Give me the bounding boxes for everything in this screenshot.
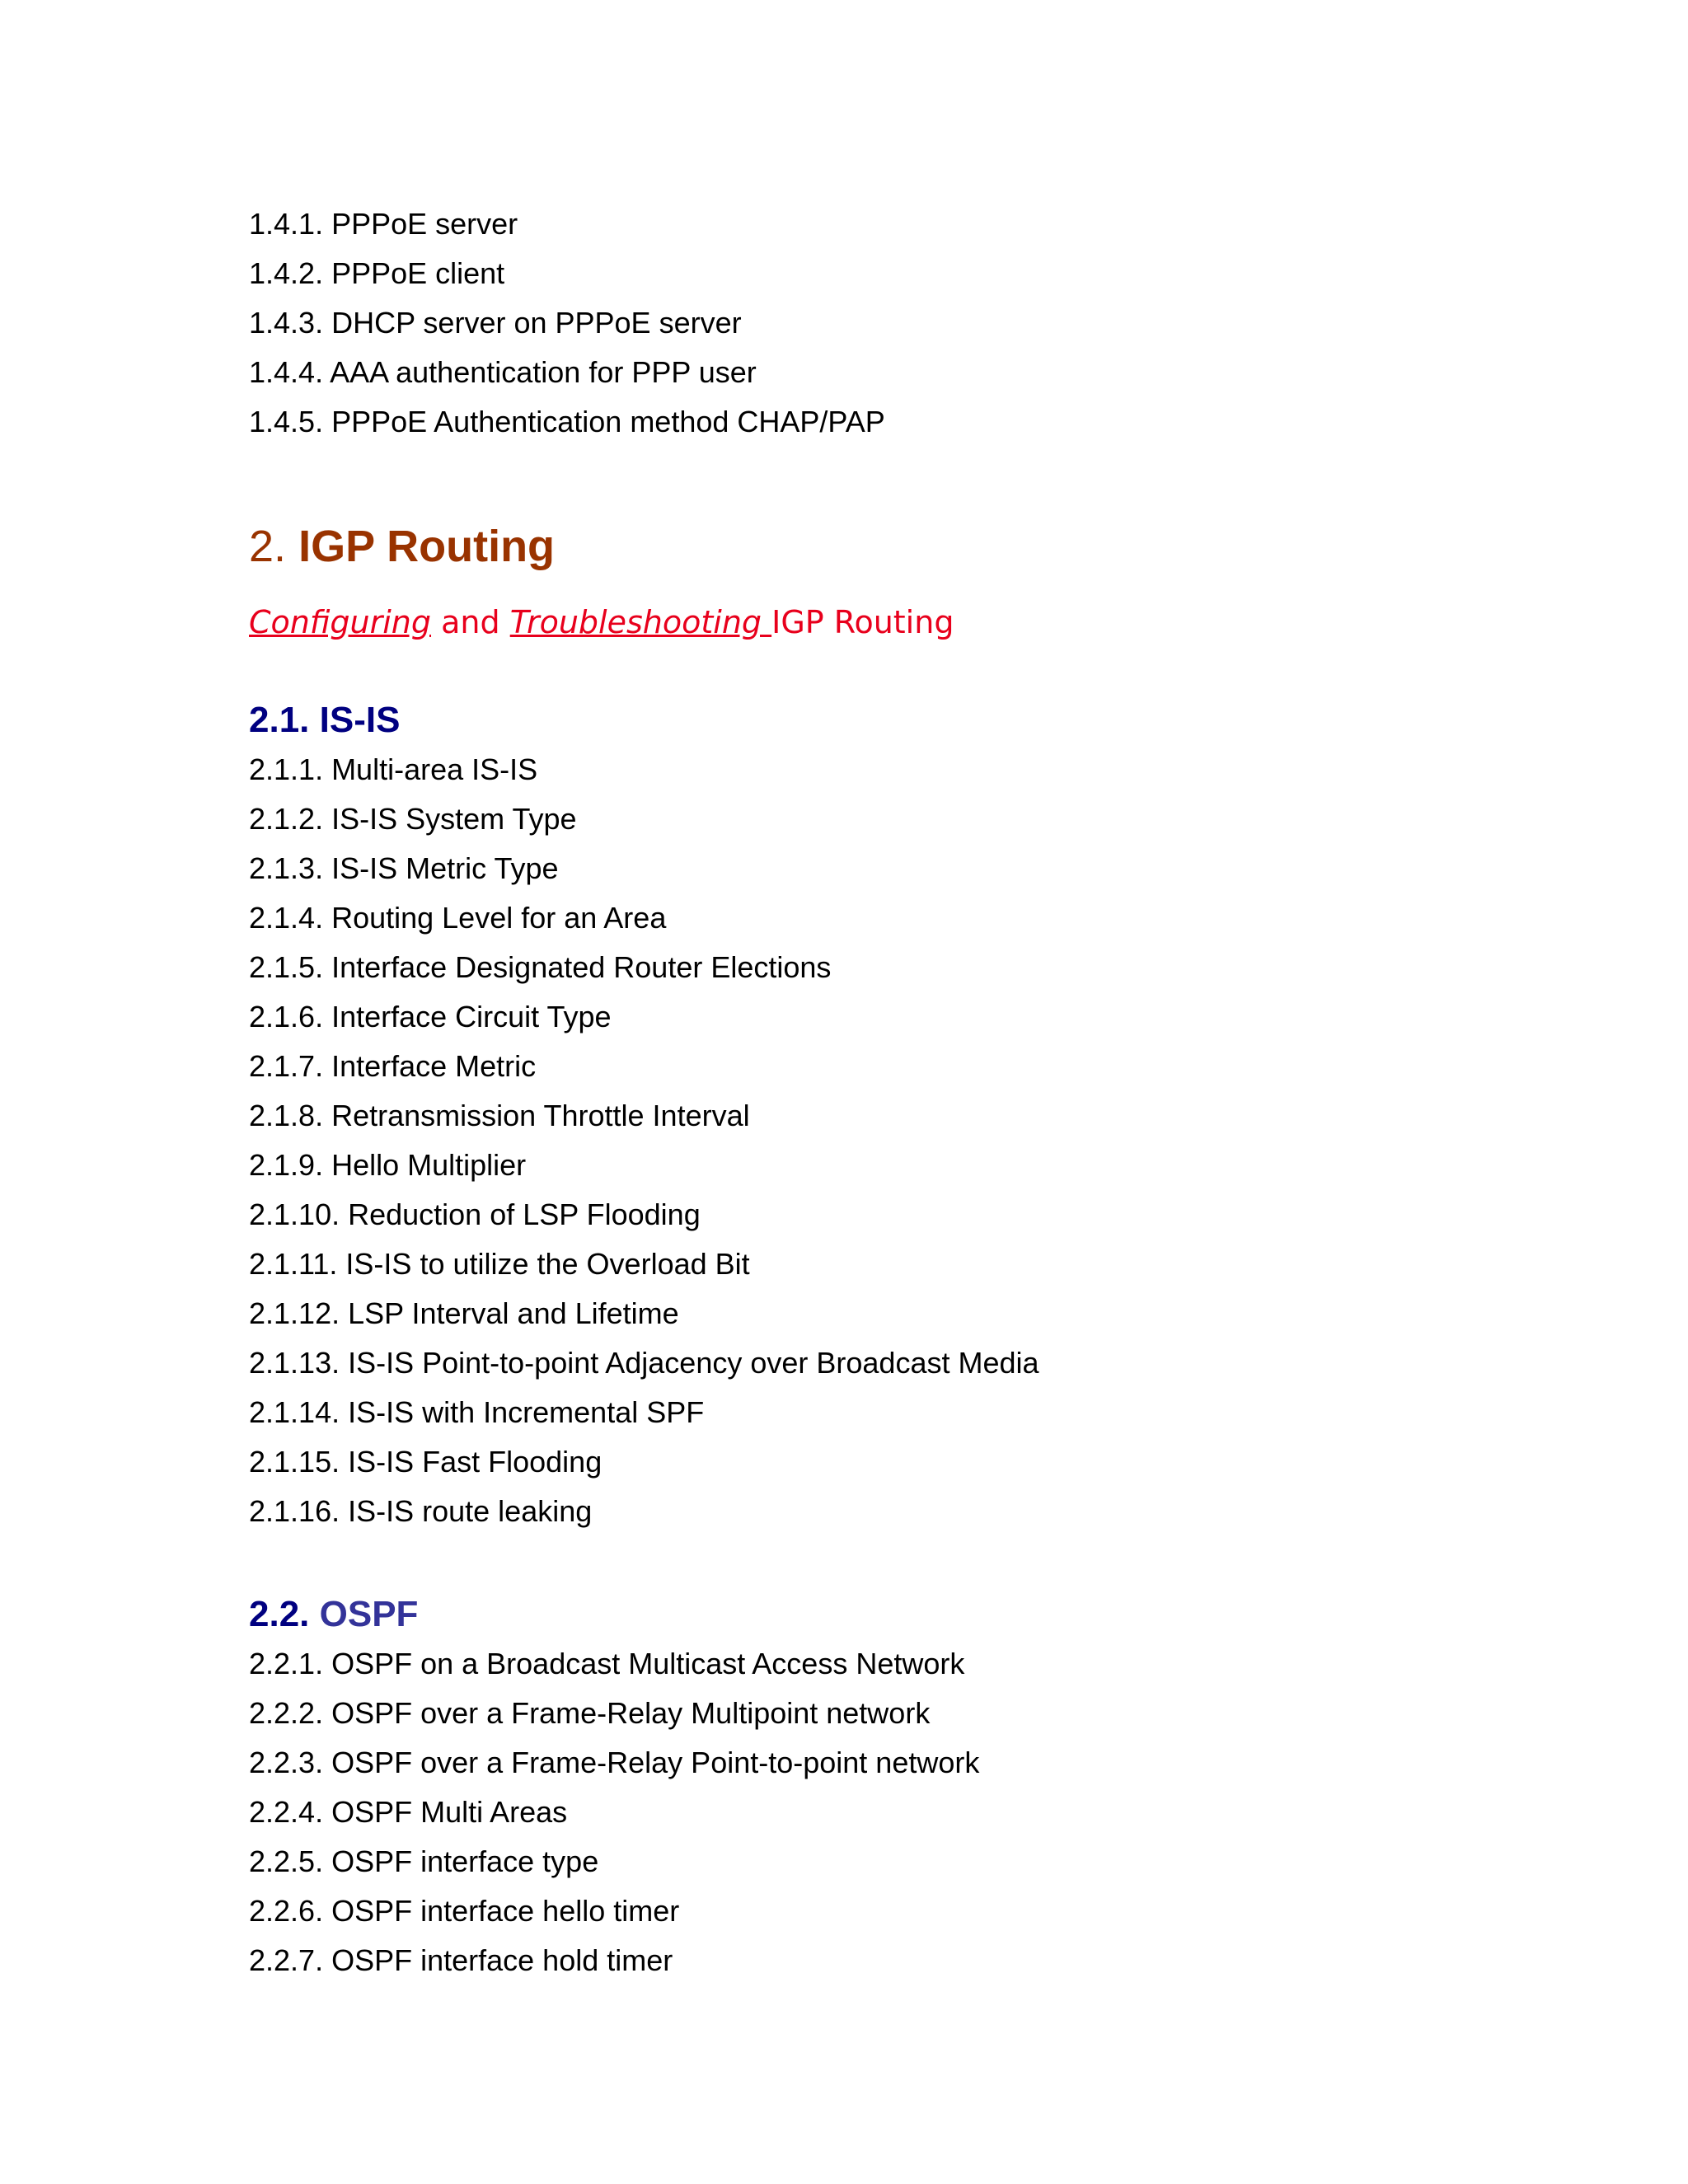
subtitle-and: and <box>441 604 500 640</box>
toc-item: 2.1.15. IS-IS Fast Flooding <box>249 1445 603 1479</box>
ospf-toc-list <box>249 1639 979 1985</box>
toc-item: 2.1.12. LSP Interval and Lifetime <box>249 1296 679 1330</box>
toc-item: 2.2.1. OSPF on a Broadcast Multicast Access Network <box>249 1647 965 1680</box>
configuring-link[interactable]: Configuring <box>249 604 432 640</box>
section-number: 2.2. <box>249 1594 310 1634</box>
pppoe-toc-list <box>249 199 885 447</box>
section-number: 2.1. <box>249 700 310 740</box>
chapter-name: IGP Routing <box>298 522 556 571</box>
chapter-subtitle <box>249 600 954 644</box>
isis-toc-list <box>249 745 1039 1536</box>
chapter-title <box>249 518 555 575</box>
toc-item: 2.2.2. OSPF over a Frame-Relay Multipoint network <box>249 1696 931 1730</box>
toc-item: 1.4.4. AAA authentication for PPP user <box>249 355 757 389</box>
section-title-ospf <box>249 1590 418 1639</box>
toc-item: 2.2.5. OSPF interface type <box>249 1844 599 1878</box>
toc-item: 2.2.7. OSPF interface hold timer <box>249 1943 673 1977</box>
toc-item: 2.1.14. IS-IS with Incremental SPF <box>249 1395 705 1429</box>
toc-item: 2.1.10. Reduction of LSP Flooding <box>249 1197 701 1231</box>
subtitle-rest: IGP Routing <box>771 604 954 640</box>
toc-item: 2.1.2. IS-IS System Type <box>249 802 577 836</box>
section-name: OSPF <box>319 1594 419 1634</box>
toc-item: 2.2.3. OSPF over a Frame-Relay Point-to-point network <box>249 1746 980 1779</box>
chapter-number: 2. <box>249 522 287 571</box>
toc-item: 2.1.6. Interface Circuit Type <box>249 1000 612 1033</box>
toc-item: 2.1.1. Multi-area IS-IS <box>249 752 538 786</box>
toc-item: 2.1.8. Retransmission Throttle Interval <box>249 1099 750 1132</box>
toc-item: 2.1.3. IS-IS Metric Type <box>249 851 559 885</box>
toc-item: 1.4.3. DHCP server on PPPoE server <box>249 306 742 340</box>
toc-item: 2.2.6. OSPF interface hello timer <box>249 1894 680 1928</box>
troubleshooting-link[interactable]: Troubleshooting <box>509 604 772 640</box>
toc-item: 2.1.5. Interface Designated Router Elections <box>249 950 832 984</box>
toc-item: 2.1.9. Hello Multiplier <box>249 1148 527 1182</box>
toc-item: 1.4.2. PPPoE client <box>249 256 505 290</box>
section-name: IS-IS <box>319 700 401 740</box>
toc-item: 2.1.13. IS-IS Point-to-point Adjacency over Broadcast Media <box>249 1346 1039 1380</box>
toc-item: 2.1.4. Routing Level for an Area <box>249 901 667 935</box>
section-title-isis <box>249 696 400 745</box>
toc-item: 2.1.11. IS-IS to utilize the Overload Bit <box>249 1247 750 1281</box>
toc-item: 2.1.7. Interface Metric <box>249 1049 537 1083</box>
toc-item: 2.2.4. OSPF Multi Areas <box>249 1795 568 1829</box>
toc-item: 2.1.16. IS-IS route leaking <box>249 1494 593 1528</box>
toc-item: 1.4.5. PPPoE Authentication method CHAP/PAP <box>249 405 885 438</box>
toc-item: 1.4.1. PPPoE server <box>249 207 518 241</box>
